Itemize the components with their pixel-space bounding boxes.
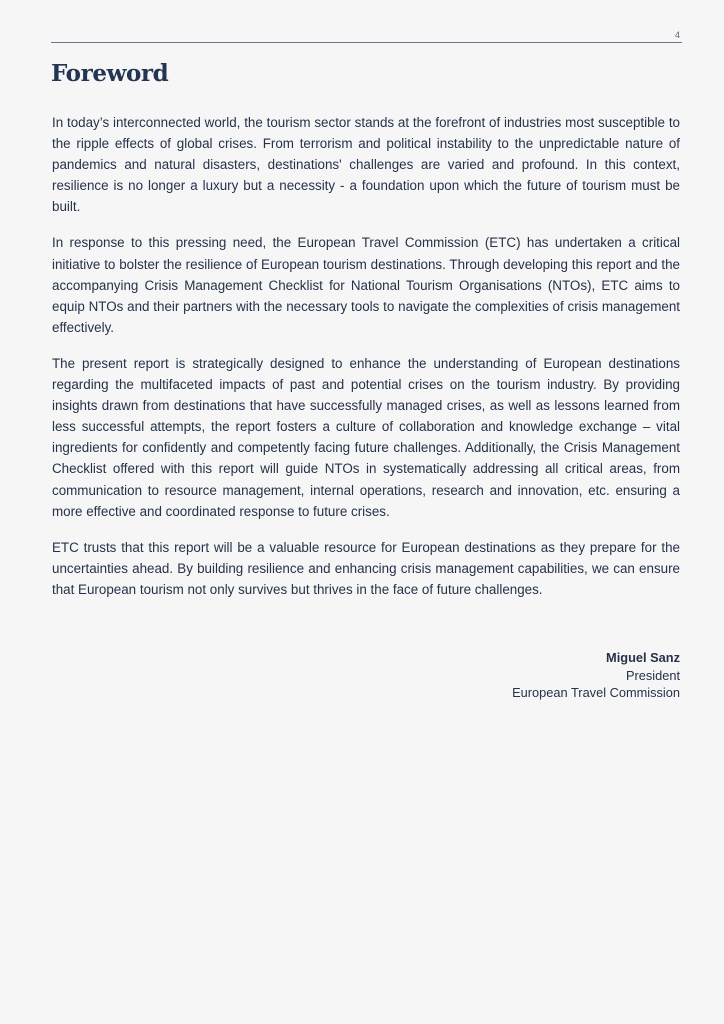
signatory-organization: European Travel Commission: [512, 685, 680, 700]
page-title: Foreword: [51, 60, 169, 87]
paragraph-3: The present report is strategically designed to enhance the understanding of European destinations regarding the multifaceted impacts of past and potential crises on the tourism industry. By providing insights drawn from destinations that have successfully managed crises, as well as lessons learned from less successful attempts, the report fosters a culture of collaboration and knowledge exchange – vital ingredients for confidently and competently facing future challenges. Additionally, the Crisis Management Checklist offered with this report will guide NTOs in systematically addressing all critical areas, from communication to resource management, internal operations, research and innovation, etc. ensuring a more effective and coordinated response to future crises.: [52, 355, 680, 519]
signatory-name: Miguel Sanz: [606, 650, 680, 665]
signatory-role: President: [625, 668, 680, 683]
foreword-body: [52, 112, 680, 615]
paragraph-4: ETC trusts that this report will be a valuable resource for European destinations as they prepare for the uncertainties ahead. By building resilience and enhancing crisis management capabilities, we can ensure that European tourism not only survives but thrives in the face of future challenges.: [52, 539, 680, 597]
signature-block: [512, 649, 680, 701]
paragraph-1: In today’s interconnected world, the tourism sector stands at the forefront of industries most susceptible to the ripple effects of global crises. From terrorism and political instability to the unpredictable nature of pandemics and natural disasters, destinations' challenges are varied and profound. In this context, resilience is no longer a luxury but a necessity - a foundation upon which the future of tourism must be built.: [52, 115, 680, 215]
paragraph-2: In response to this pressing need, the European Travel Commission (ETC) has undertaken a critical initiative to bolster the resilience of European tourism destinations. Through developing this report and the accompanying Crisis Management Checklist for National Tourism Organisations (NTOs), ETC aims to equip NTOs and their partners with the necessary tools to navigate the complexities of crisis management effectively.: [52, 235, 680, 335]
header-divider: [51, 42, 682, 43]
page-number: 4: [674, 30, 680, 40]
